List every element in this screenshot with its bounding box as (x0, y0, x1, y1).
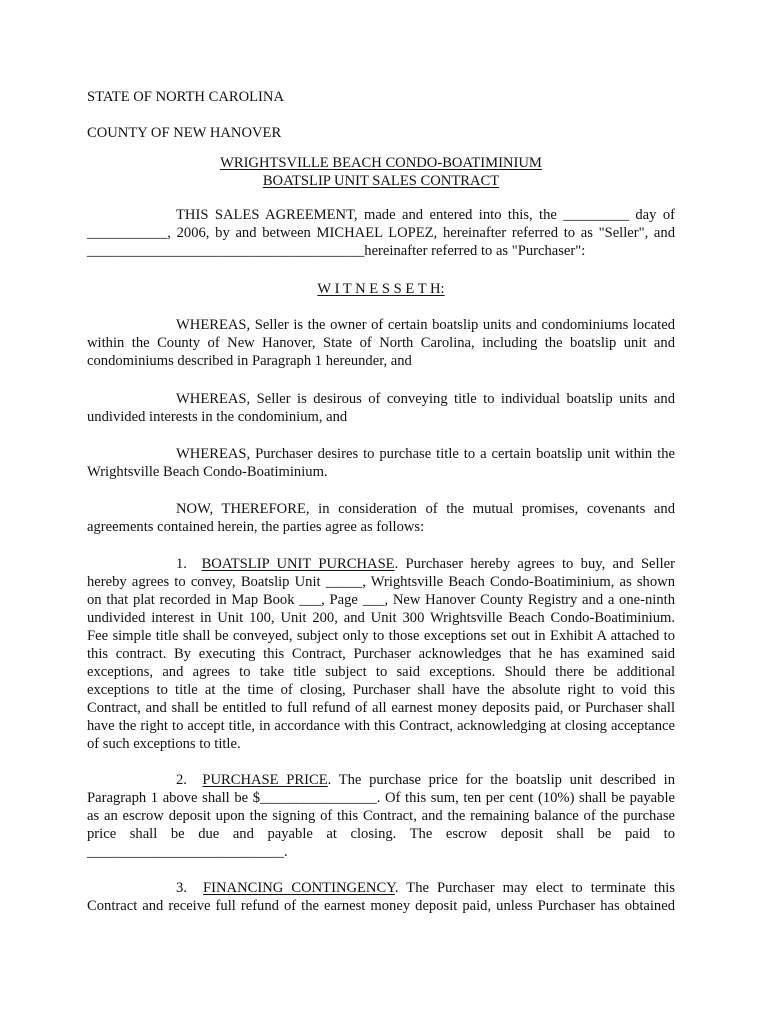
intro-line-2: ___________, 2006, by and between MICHAEL LOPEZ, hereinafter referred to as "Seller", and (87, 225, 675, 241)
section1-line: hereby agrees to convey, Boatslip Unit _____, Wrightsville Beach Condo-Boatiminium, as shown (87, 574, 675, 590)
section2-line: Paragraph 1 above shall be $________________. Of this sum, ten per cent (10%) shall be payable (87, 790, 675, 806)
section3-line-1 (87, 879, 675, 897)
section1-heading: BOATSLIP UNIT PURCHASE (201, 556, 395, 572)
contract-page (87, 88, 675, 915)
section2-last-line: ___________________________. (87, 844, 288, 860)
section2-line: price shall be due and payable at closing. The escrow deposit shall be paid to (87, 826, 675, 842)
section1-line: undivided interest in Unit 100, Unit 200, and Unit 300 Wrightsville Beach Condo-Boatiminium. (87, 610, 675, 626)
whereas1-line-1: WHEREAS, Seller is the owner of certain boatslip units and condominiums located (176, 317, 675, 333)
section1-line: Contract, and shall be entitled to full refund of all earnest money deposits paid, or Purchaser shall (87, 700, 675, 716)
section1-line: have the right to accept title, in accordance with this Contract, acknowledging at closing acceptance (87, 718, 675, 734)
section3-number: 3. (176, 880, 187, 896)
whereas2-line-1: WHEREAS, Seller is desirous of conveying title to individual boatslip units and (176, 391, 675, 407)
section-1-paragraph (87, 555, 675, 753)
state-line: STATE OF NORTH CAROLINA (87, 89, 284, 105)
section2-heading: PURCHASE PRICE (202, 772, 328, 788)
section1-line: on that plat recorded in Map Book ___, Page ___, New Hanover County Registry and a one-ninth (87, 592, 675, 608)
section2-line: as an escrow deposit upon the signing of this Contract, and the remaining balance of the purchase (87, 808, 675, 824)
section3-line-1-rest: . The Purchaser may elect to terminate this (394, 880, 675, 896)
section1-line: exceptions, and agrees to take title subject to said exceptions. Should there be additional (87, 664, 675, 680)
whereas1-line-2: within the County of New Hanover, State of North Carolina, including the boatslip unit and (87, 335, 675, 351)
now-line-2: agreements contained herein, the parties agree as follows: (87, 519, 425, 535)
title-line-1: WRIGHTSVILLE BEACH CONDO-BOATIMINIUM (220, 155, 542, 171)
section1-line: exceptions to title at the time of closing, Purchaser shall have the absolute right to void this (87, 682, 675, 698)
section-3-paragraph (87, 879, 675, 915)
now-therefore-paragraph (87, 500, 675, 536)
intro-line-1: THIS SALES AGREEMENT, made and entered into this, the _________ day of (176, 207, 675, 223)
section1-number: 1. (176, 556, 187, 572)
section1-line: this contract. By executing this Contract, Purchaser acknowledges that he has examined said (87, 646, 675, 662)
section1-line-1 (87, 555, 675, 573)
whereas3-line-1: WHEREAS, Purchaser desires to purchase title to a certain boatslip unit within the (176, 446, 675, 462)
whereas-paragraph-1 (87, 316, 675, 370)
section-2-paragraph (87, 771, 675, 861)
section2-number: 2. (176, 772, 187, 788)
section1-last-line: of such exceptions to title. (87, 736, 241, 752)
intro-line-3: ______________________________________hereinafter referred to as "Purchaser": (87, 243, 586, 259)
whereas3-line-2: Wrightsville Beach Condo-Boatiminium. (87, 464, 328, 480)
whereas1-line-3: condominiums described in Paragraph 1 hereunder, and (87, 353, 412, 369)
whereas-paragraph-3 (87, 445, 675, 481)
section2-line-1-rest: . The purchase price for the boatslip unit described in (327, 772, 676, 788)
section2-line-1 (87, 771, 675, 789)
title-line-2: BOATSLIP UNIT SALES CONTRACT (262, 173, 500, 189)
county-line: COUNTY OF NEW HANOVER (87, 125, 282, 141)
witnesseth-heading: W I T N E S S E T H: (317, 281, 445, 297)
whereas2-line-2: undivided interests in the condominium, and (87, 409, 348, 425)
now-line-1: NOW, THEREFORE, in consideration of the mutual promises, covenants and (176, 501, 675, 517)
intro-paragraph (87, 206, 675, 260)
section3-line: Contract and receive full refund of the earnest money deposit paid, unless Purchaser has obtained (87, 898, 675, 914)
section1-line-1-rest: . Purchaser hereby agrees to buy, and Seller (394, 556, 675, 572)
section1-line: Fee simple title shall be conveyed, subject only to those exceptions set out in Exhibit A attached to (87, 628, 675, 644)
whereas-paragraph-2 (87, 390, 675, 426)
section3-heading: FINANCING CONTINGENCY (203, 880, 395, 896)
